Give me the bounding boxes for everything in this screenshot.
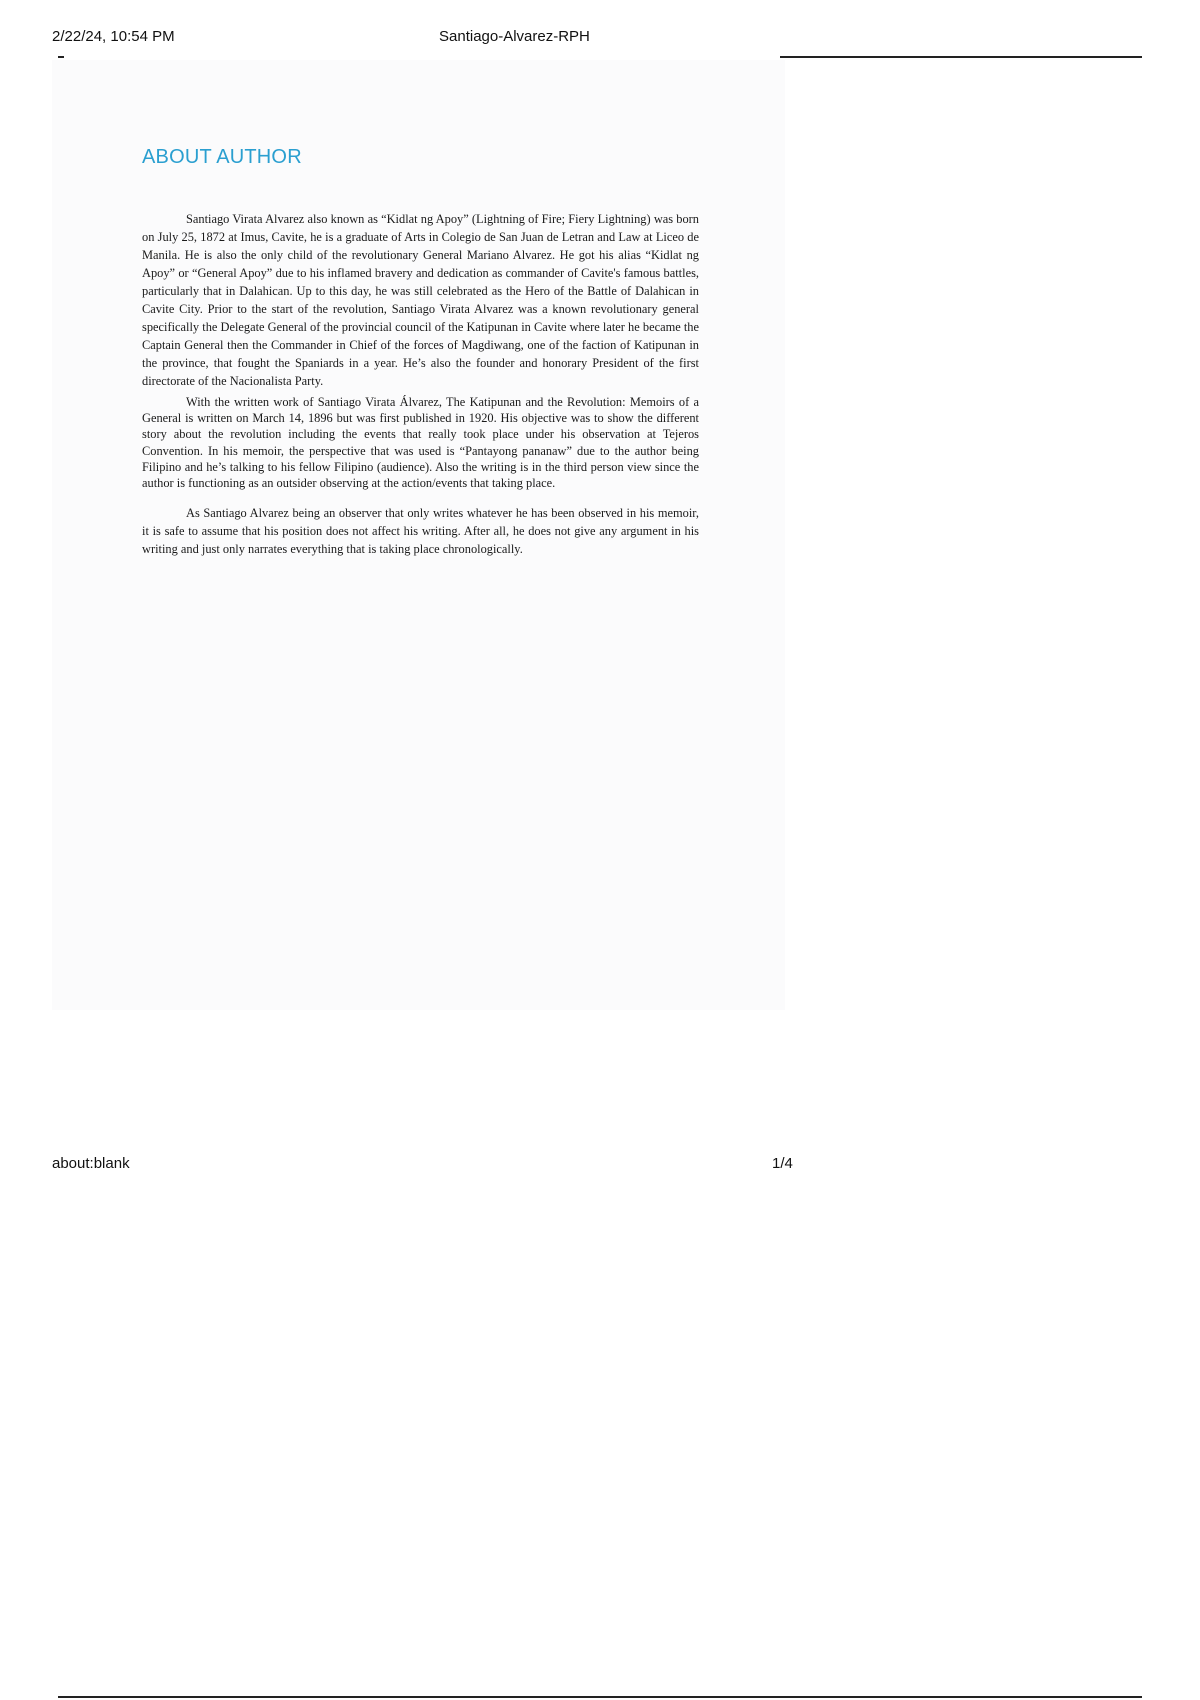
paragraph-observer: As Santiago Alvarez being an observer that only writes whatever he has been observed in his memoir, it is safe to assume that his position does not affect his writing. After all, he does not give any argument in his writing and just only narrates everything that is taking place chronologically.	[142, 506, 699, 557]
section-heading: ABOUT AUTHOR	[142, 146, 302, 168]
header-rule	[780, 56, 1142, 58]
print-header	[52, 28, 1142, 48]
paragraph-biography: Santiago Virata Alvarez also known as “Kidlat ng Apoy” (Lightning of Fire; Fiery Lightning) was born on July 25, 1872 at Imus, Cavite, he is a graduate of Arts in Colegio de San Juan de Letran and Law at Liceo de Manila. He is also the only child of the revolutionary General Mariano Alvarez. He got his alias “Kidlat ng Apoy” or “General Apoy” due to his inflamed bravery and dedication as commander of Cavite's famous battles, particularly that in Dalahican. Up to this day, he was still celebrated as the Hero of the Battle of Dalahican in Cavite City. Prior to the start of the revolution, Santiago Virata Alvarez was a known revolutionary general specifically the Delegate General of the provincial council of the Katipunan in Cavite where later he became the Captain General then the Commander in Chief of the forces of Magdiwang, one of the faction of Katipunan in the province, that fought the Spaniards in a year. He’s also the founder and honorary President of the first directorate of the Nacionalista Party.	[142, 212, 699, 388]
header-tick-mark	[58, 56, 64, 58]
print-document-title: Santiago-Alvarez-RPH	[439, 28, 590, 45]
bottom-rule	[58, 1696, 1142, 1698]
print-datetime: 2/22/24, 10:54 PM	[52, 28, 175, 45]
print-url: about:blank	[52, 1155, 130, 1172]
page-number: 1/4	[772, 1155, 793, 1172]
paragraph-memoir: With the written work of Santiago Virata Álvarez, The Katipunan and the Revolution: Memoirs of a General is written on March 14, 1896 but was first published in 1920. His objective was to show the different story about the revolution including the events that really took place under his observation at Tejeros Convention. In his memoir, the perspective that was used is “Pantayong pananaw” due to the author being Filipino and he’s talking to his fellow Filipino (audience). Also the writing is in the third person view since the author is functioning as an outsider observing at the action/events that taking place.	[142, 395, 699, 491]
document-body	[142, 210, 699, 562]
print-footer	[52, 1155, 812, 1175]
